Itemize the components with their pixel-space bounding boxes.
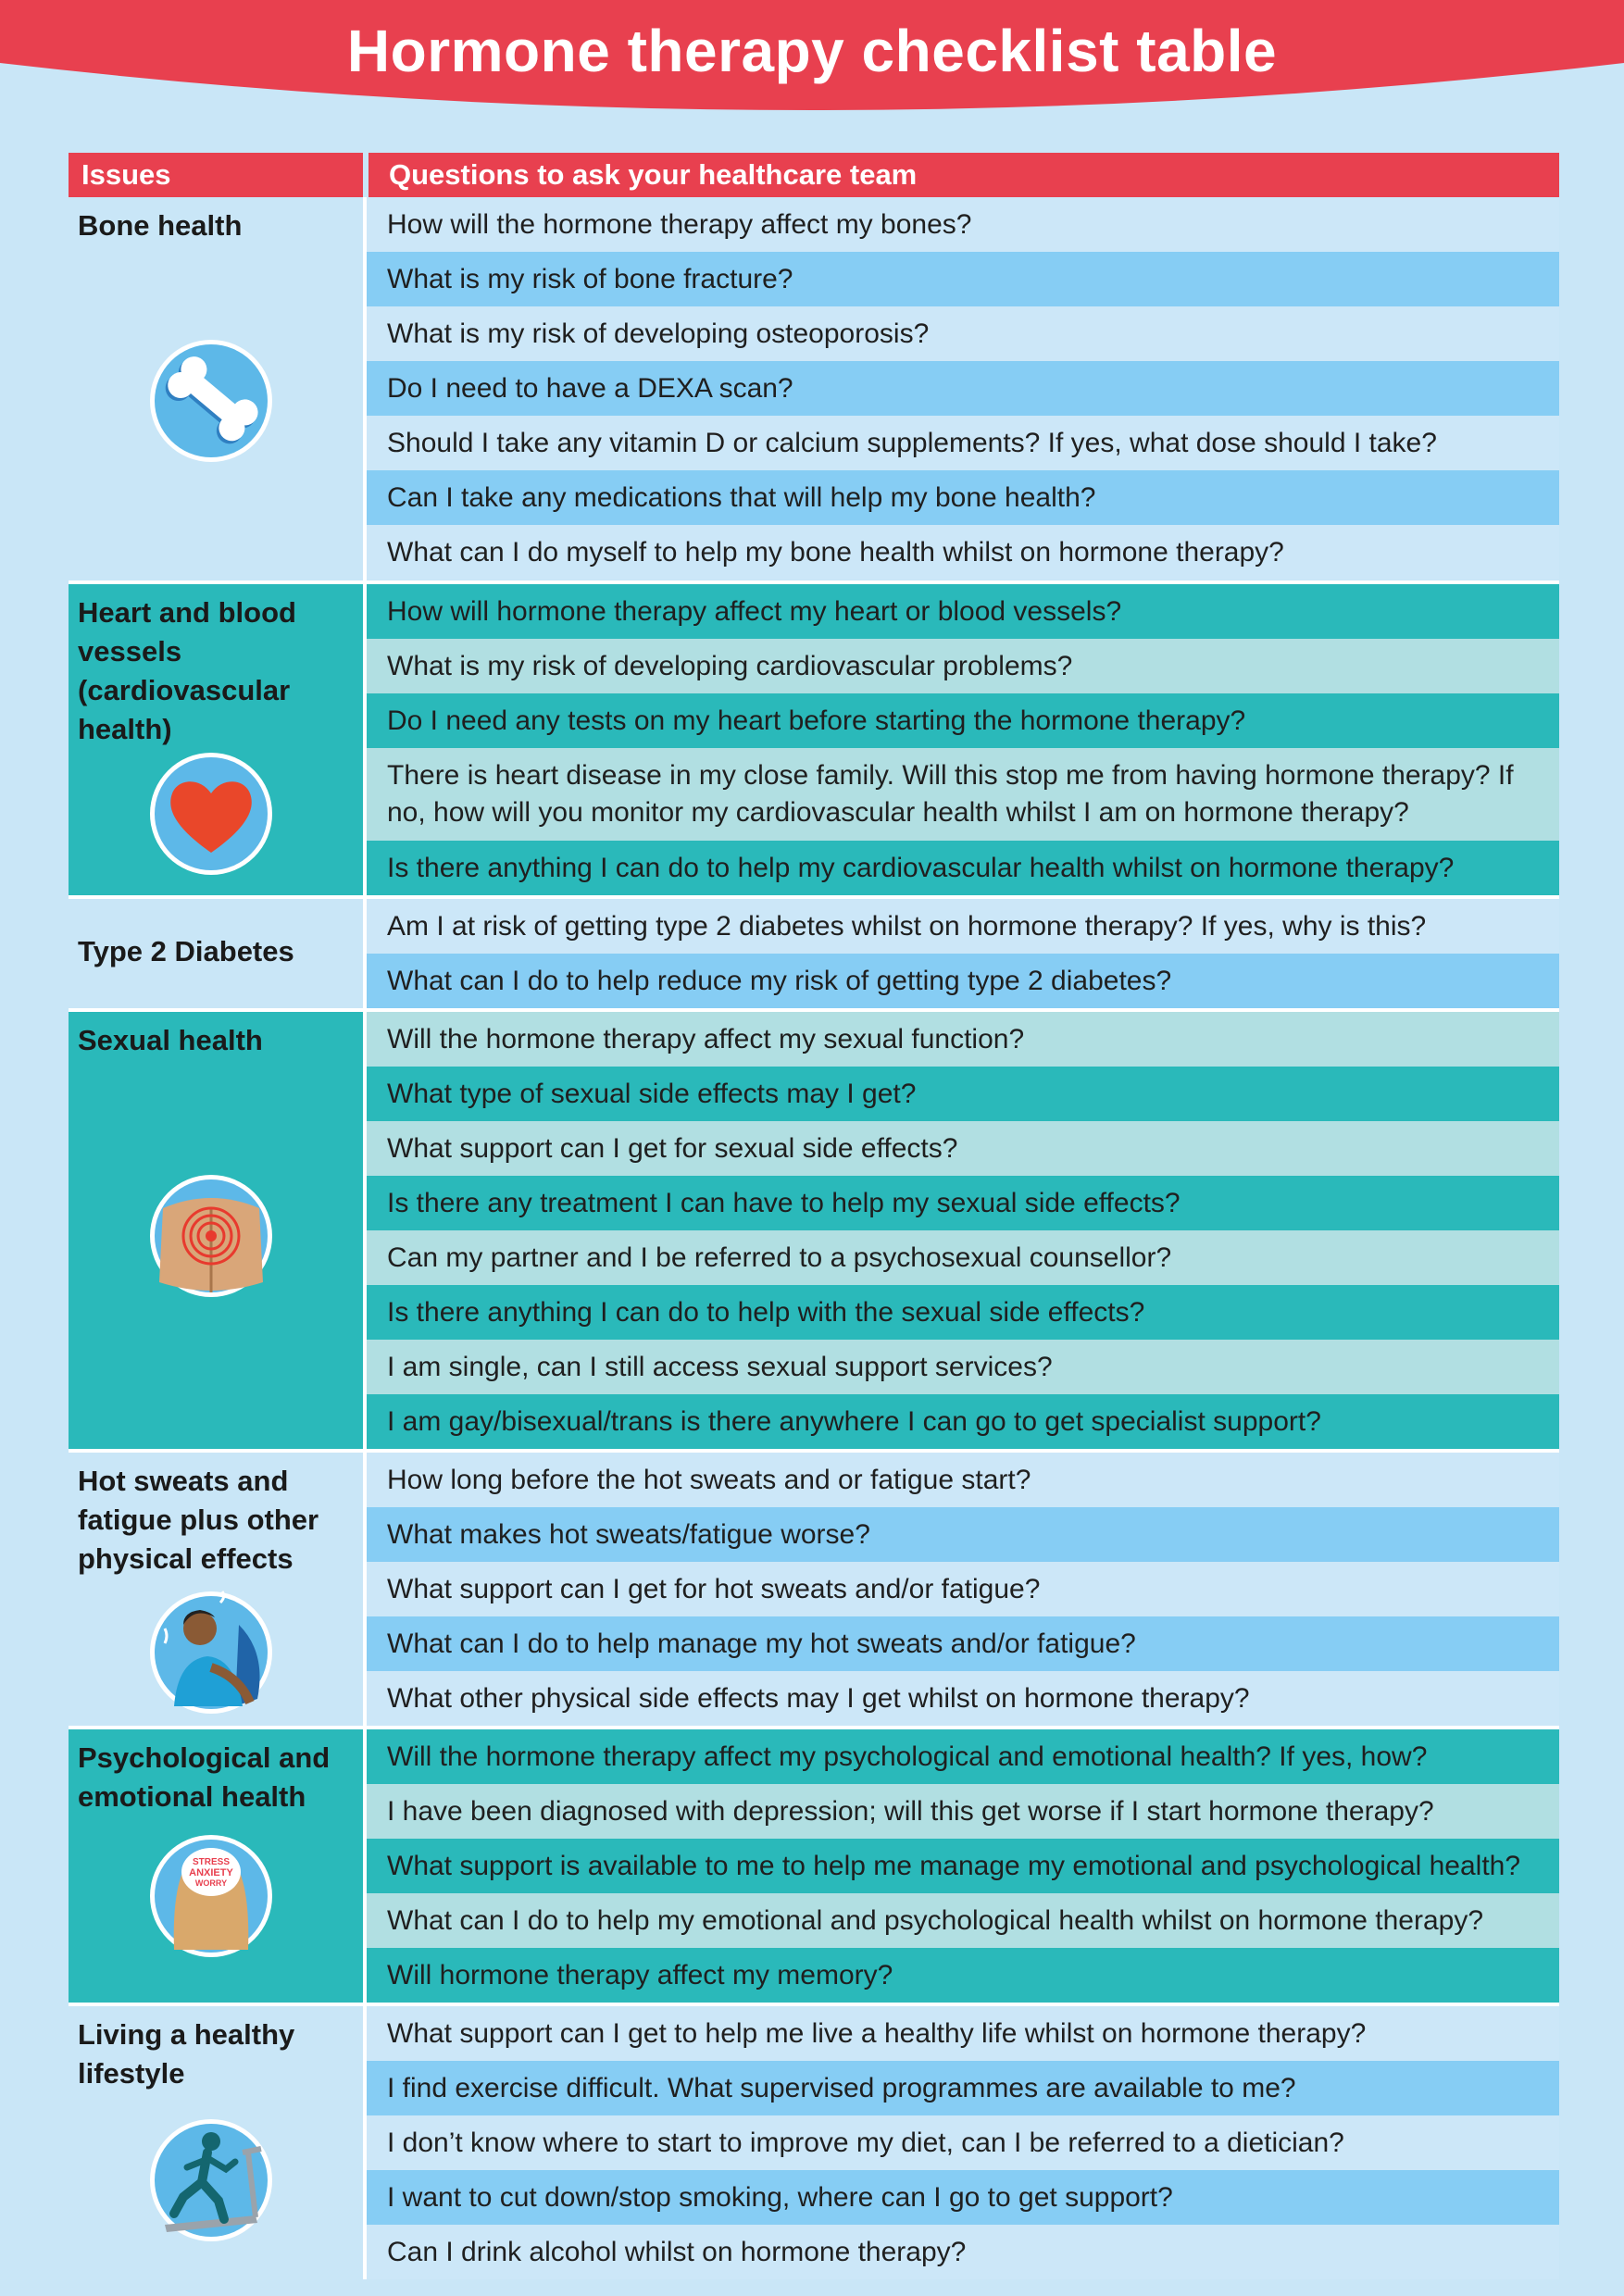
question-row: I am single, can I still access sexual support services? [367, 1340, 1559, 1394]
issue-label: Sexual health [78, 1024, 263, 1056]
question-row: What support can I get for hot sweats and/or fatigue? [367, 1562, 1559, 1616]
issue-label: Psychological and emotional health [78, 1741, 331, 1813]
question-row: What support can I get for sexual side effects? [367, 1121, 1559, 1176]
hot-sweats-person-icon [146, 1588, 276, 1717]
heart-icon [146, 749, 276, 879]
question-list [367, 2006, 1559, 2279]
issue-label: Hot sweats and fatigue plus other physical effects [78, 1465, 319, 1575]
issue-cell [69, 1729, 363, 2003]
checklist-table [69, 153, 1559, 2279]
question-row: There is heart disease in my close family. Will this stop me from having hormone therapy? If no, how will you monitor my cardiovascular health whilst I am on hormone therapy? [367, 748, 1559, 841]
head-stress-icon [146, 1831, 276, 1961]
question-row: How long before the hot sweats and or fatigue start? [367, 1453, 1559, 1507]
icon-word-worry: WORRY [194, 1878, 228, 1888]
question-row: I find exercise difficult. What supervised programmes are available to me? [367, 2061, 1559, 2115]
section-hot-sweats [69, 1449, 1559, 1726]
question-row: Can I drink alcohol whilst on hormone therapy? [367, 2225, 1559, 2279]
icon-word-stress: STRESS [192, 1857, 231, 1867]
table-header [69, 153, 1559, 197]
issue-cell [69, 1453, 363, 1726]
issue-label: Heart and blood vessels (cardiovascular health) [78, 596, 296, 745]
question-row: What can I do myself to help my bone health whilst on hormone therapy? [367, 525, 1559, 580]
question-row: Am I at risk of getting type 2 diabetes whilst on hormone therapy? If yes, why is this? [367, 899, 1559, 954]
question-row: Is there any treatment I can have to help my sexual side effects? [367, 1176, 1559, 1230]
question-row: I am gay/bisexual/trans is there anywhere I can go to get specialist support? [367, 1394, 1559, 1449]
pelvis-target-icon [146, 1171, 276, 1301]
question-row: Is there anything I can do to help with the sexual side effects? [367, 1285, 1559, 1340]
issue-label: Type 2 Diabetes [78, 935, 294, 967]
issue-cell [69, 1012, 363, 1449]
question-list [367, 899, 1559, 1008]
question-list [367, 197, 1559, 580]
question-row: Will the hormone therapy affect my sexual function? [367, 1012, 1559, 1067]
question-row: Do I need to have a DEXA scan? [367, 361, 1559, 416]
header-questions: Questions to ask your healthcare team [369, 153, 1559, 197]
question-row: What makes hot sweats/fatigue worse? [367, 1507, 1559, 1562]
question-row: How will hormone therapy affect my heart or blood vessels? [367, 584, 1559, 639]
question-row: How will the hormone therapy affect my bones? [367, 197, 1559, 252]
icon-word-anxiety: ANXIETY [189, 1867, 233, 1878]
question-row: Should I take any vitamin D or calcium supplements? If yes, what dose should I take? [367, 416, 1559, 470]
question-row: What is my risk of developing cardiovascular problems? [367, 639, 1559, 693]
question-row: Do I need any tests on my heart before starting the hormone therapy? [367, 693, 1559, 748]
question-list [367, 1729, 1559, 2003]
question-row: What is my risk of bone fracture? [367, 252, 1559, 306]
question-row: What is my risk of developing osteoporosis? [367, 306, 1559, 361]
issue-cell [69, 584, 363, 895]
question-row: What support is available to me to help me manage my emotional and psychological health? [367, 1839, 1559, 1893]
question-row: I have been diagnosed with depression; will this get worse if I start hormone therapy? [367, 1784, 1559, 1839]
page-title: Hormone therapy checklist table [346, 18, 1278, 84]
issue-label: Living a healthy lifestyle [78, 2018, 295, 2090]
question-row: What can I do to help my emotional and psychological health whilst on hormone therapy? [367, 1893, 1559, 1948]
question-list [367, 1453, 1559, 1726]
question-row: What other physical side effects may I get whilst on hormone therapy? [367, 1671, 1559, 1726]
bone-icon [146, 336, 276, 466]
header-issues: Issues [69, 153, 363, 197]
section-psychological [69, 1726, 1559, 2003]
question-row: I don’t know where to start to improve my diet, can I be referred to a dietician? [367, 2115, 1559, 2170]
treadmill-runner-icon [146, 2115, 276, 2245]
question-list [367, 1012, 1559, 1449]
question-row: Will the hormone therapy affect my psychological and emotional health? If yes, how? [367, 1729, 1559, 1784]
question-row: Can my partner and I be referred to a psychosexual counsellor? [367, 1230, 1559, 1285]
question-row: Can I take any medications that will help my bone health? [367, 470, 1559, 525]
section-diabetes [69, 895, 1559, 1008]
question-row: I want to cut down/stop smoking, where can I go to get support? [367, 2170, 1559, 2225]
section-bone-health [69, 197, 1559, 580]
question-row: What can I do to help reduce my risk of getting type 2 diabetes? [367, 954, 1559, 1008]
question-row: What type of sexual side effects may I get? [367, 1067, 1559, 1121]
question-row: Is there anything I can do to help my cardiovascular health whilst on hormone therapy? [367, 841, 1559, 895]
issue-label: Bone health [78, 209, 243, 242]
issue-cell [69, 197, 363, 580]
issue-cell [69, 2006, 363, 2279]
question-list [367, 584, 1559, 895]
question-row: Will hormone therapy affect my memory? [367, 1948, 1559, 2003]
section-healthy-lifestyle [69, 2003, 1559, 2279]
question-row: What support can I get to help me live a healthy life whilst on hormone therapy? [367, 2006, 1559, 2061]
question-row: What can I do to help manage my hot sweats and/or fatigue? [367, 1616, 1559, 1671]
section-heart [69, 580, 1559, 895]
section-sexual-health [69, 1008, 1559, 1449]
issue-cell [69, 899, 363, 1008]
title-banner [0, 0, 1624, 139]
